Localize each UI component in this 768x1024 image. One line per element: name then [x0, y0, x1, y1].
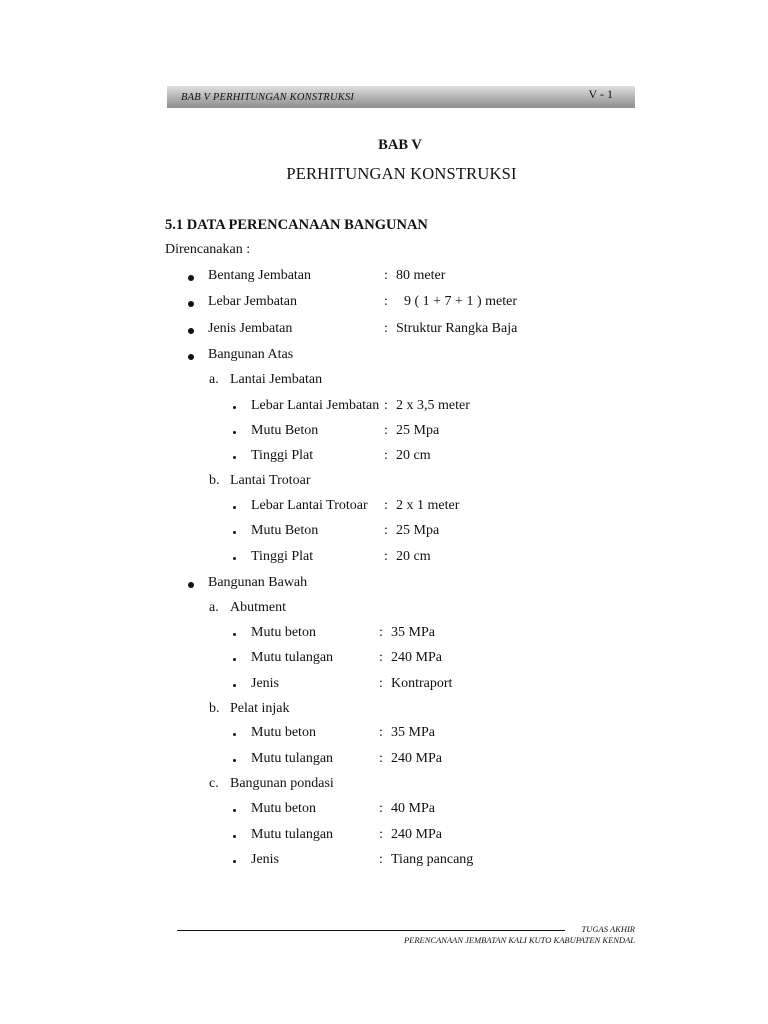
running-header-title: BAB V PERHITUNGAN KONSTRUKSI — [181, 92, 355, 103]
detail-separator: : — [379, 725, 383, 740]
detail-label: Mutu beton — [251, 801, 316, 816]
chapter-label: BAB V — [378, 137, 422, 153]
item-label: Jenis Jembatan — [208, 321, 293, 336]
detail-value: 25 Mpa — [396, 423, 440, 438]
item-value: 80 meter — [396, 268, 446, 283]
item-label: Bangunan Atas — [208, 347, 294, 362]
detail-value: 2 x 3,5 meter — [396, 398, 470, 413]
small-bullet-icon — [233, 809, 236, 812]
small-bullet-icon — [233, 759, 236, 762]
detail-separator: : — [379, 650, 383, 665]
detail-value: 20 cm — [396, 448, 431, 463]
detail-value: 40 MPa — [391, 801, 435, 816]
detail-label: Mutu beton — [251, 725, 316, 740]
bullet-icon — [188, 328, 194, 334]
detail-value: 20 cm — [396, 549, 431, 564]
detail-value: Kontraport — [391, 676, 453, 691]
detail-separator: : — [379, 676, 383, 691]
item-separator: : — [384, 321, 388, 336]
detail-separator: : — [384, 398, 388, 413]
detail-value: 2 x 1 meter — [396, 498, 460, 513]
detail-value: 35 MPa — [391, 725, 435, 740]
bullet-icon — [188, 582, 194, 588]
detail-label: Lebar Lantai Trotoar — [251, 498, 368, 513]
detail-separator: : — [384, 423, 388, 438]
bullet-icon — [188, 354, 194, 360]
detail-value: 240 MPa — [391, 827, 442, 842]
chapter-title: PERHITUNGAN KONSTRUKSI — [286, 164, 517, 183]
detail-value: Tiang pancang — [391, 852, 474, 867]
section-heading: 5.1 DATA PERENCANAAN BANGUNAN — [165, 217, 428, 233]
small-bullet-icon — [233, 406, 236, 409]
sublist-label: Lantai Trotoar — [230, 473, 311, 488]
page-number: V - 1 — [588, 87, 613, 101]
small-bullet-icon — [233, 658, 236, 661]
item-label: Bangunan Bawah — [208, 575, 308, 590]
sublist-marker: b. — [209, 701, 220, 716]
footer-label: TUGAS AKHIR — [581, 924, 635, 934]
detail-separator: : — [379, 827, 383, 842]
small-bullet-icon — [233, 456, 236, 459]
small-bullet-icon — [233, 633, 236, 636]
item-separator: : — [384, 268, 388, 283]
detail-separator: : — [379, 625, 383, 640]
sublist-label: Abutment — [230, 600, 286, 615]
item-value: 9 ( 1 + 7 + 1 ) meter — [404, 294, 517, 309]
small-bullet-icon — [233, 557, 236, 560]
detail-separator: : — [379, 751, 383, 766]
item-label: Bentang Jembatan — [208, 268, 312, 283]
sublist-marker: b. — [209, 473, 220, 488]
bullet-icon — [188, 301, 194, 307]
footer-rule — [177, 930, 565, 931]
sublist-marker: a. — [209, 600, 219, 615]
small-bullet-icon — [233, 733, 236, 736]
detail-value: 240 MPa — [391, 650, 442, 665]
detail-separator: : — [379, 852, 383, 867]
item-value: Struktur Rangka Baja — [396, 321, 518, 336]
detail-label: Mutu tulangan — [251, 751, 334, 766]
item-separator: : — [384, 294, 388, 309]
footer-title: PERENCANAAN JEMBATAN KALI KUTO KABUPATEN KENDAL — [403, 935, 635, 945]
detail-label: Mutu tulangan — [251, 650, 334, 665]
small-bullet-icon — [233, 684, 236, 687]
detail-value: 240 MPa — [391, 751, 442, 766]
detail-label: Tinggi Plat — [251, 448, 314, 463]
detail-separator: : — [384, 498, 388, 513]
small-bullet-icon — [233, 506, 236, 509]
sublist-label: Pelat injak — [230, 701, 290, 716]
section-intro: Direncanakan : — [165, 242, 251, 257]
sublist-marker: a. — [209, 372, 219, 387]
sublist-label: Bangunan pondasi — [230, 776, 334, 791]
detail-label: Mutu Beton — [251, 423, 319, 438]
detail-separator: : — [384, 523, 388, 538]
small-bullet-icon — [233, 531, 236, 534]
small-bullet-icon — [233, 835, 236, 838]
detail-label: Jenis — [251, 676, 279, 691]
detail-separator: : — [379, 801, 383, 816]
detail-label: Mutu tulangan — [251, 827, 334, 842]
detail-value: 35 MPa — [391, 625, 435, 640]
detail-separator: : — [384, 448, 388, 463]
detail-label: Jenis — [251, 852, 279, 867]
detail-label: Mutu Beton — [251, 523, 319, 538]
small-bullet-icon — [233, 431, 236, 434]
bullet-icon — [188, 275, 194, 281]
running-header — [167, 86, 635, 108]
item-label: Lebar Jembatan — [208, 294, 298, 309]
sublist-label: Lantai Jembatan — [230, 372, 323, 387]
detail-label: Lebar Lantai Jembatan — [251, 398, 380, 413]
sublist-marker: c. — [209, 776, 219, 791]
small-bullet-icon — [233, 860, 236, 863]
detail-label: Mutu beton — [251, 625, 316, 640]
detail-label: Tinggi Plat — [251, 549, 314, 564]
detail-separator: : — [384, 549, 388, 564]
detail-value: 25 Mpa — [396, 523, 440, 538]
